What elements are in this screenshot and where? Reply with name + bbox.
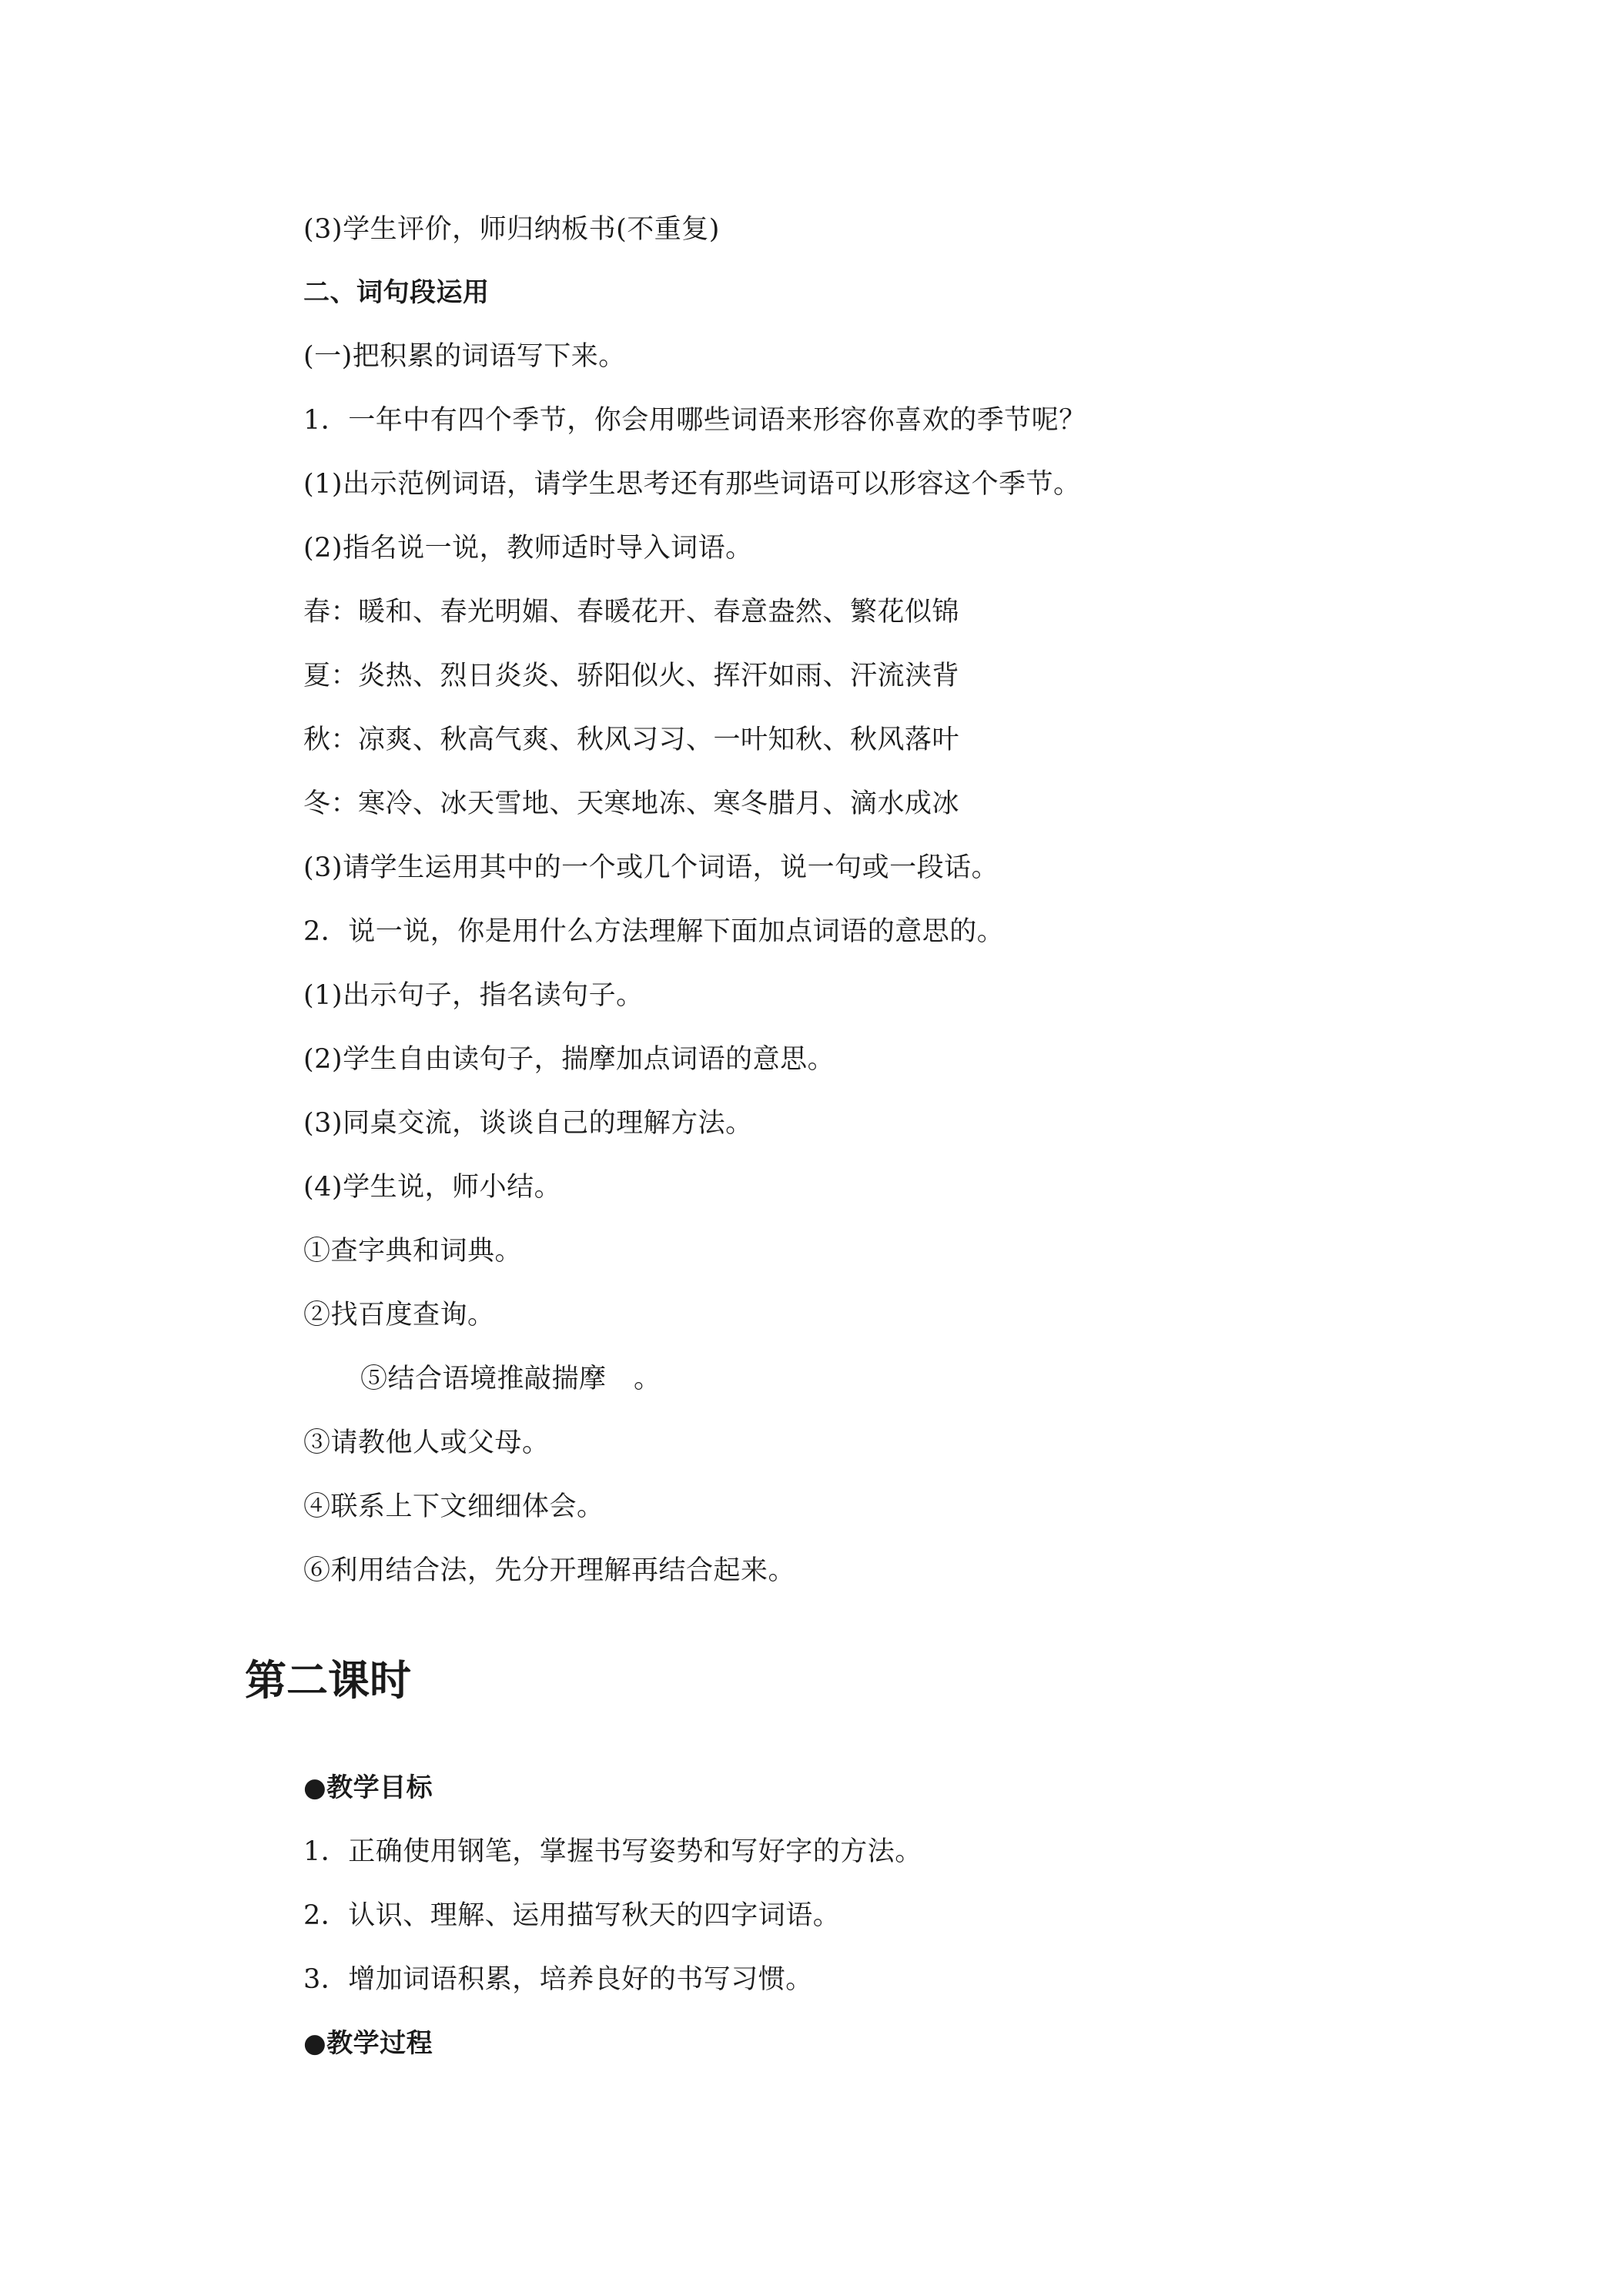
paragraph: ⑤结合语境推敲揣摩 。 (360, 1364, 661, 1394)
paragraph: ④联系上下文细细体会。 (303, 1491, 604, 1522)
section-heading: ●教学过程 (303, 2028, 433, 2059)
paragraph: 春：暖和、春光明媚、春暖花开、春意盎然、繁花似锦 (303, 597, 960, 628)
paragraph: 1．正确使用钢笔，掌握书写姿势和写好字的方法。 (303, 1836, 922, 1867)
paragraph: 2．认识、理解、运用描写秋天的四字词语。 (303, 1900, 841, 1931)
paragraph: (1)出示句子，指名读句子。 (303, 980, 644, 1011)
section-heading: 二、词句段运用 (303, 277, 490, 308)
paragraph: (2)指名说一说，教师适时导入词语。 (303, 533, 753, 564)
paragraph: (3)同桌交流，谈谈自己的理解方法。 (303, 1108, 753, 1139)
paragraph: ①查字典和词典。 (303, 1236, 523, 1267)
paragraph: (3)请学生运用其中的一个或几个词语，说一句或一段话。 (303, 852, 999, 883)
paragraph: 3．增加词语积累，培养良好的书写习惯。 (303, 1964, 813, 1995)
paragraph: 冬：寒冷、冰天雪地、天寒地冻、寒冬腊月、滴水成冰 (303, 788, 960, 819)
paragraph: 1．一年中有四个季节，你会用哪些词语来形容你喜欢的季节呢？ (303, 405, 1086, 436)
paragraph: (4)学生说，师小结。 (303, 1172, 562, 1203)
paragraph: 夏：炎热、烈日炎炎、骄阳似火、挥汗如雨、汗流浃背 (303, 661, 960, 691)
paragraph: (1)出示范例词语，请学生思考还有那些词语可以形容这个季节。 (303, 469, 1081, 500)
paragraph: ②找百度查询。 (303, 1300, 495, 1330)
paragraph: 秋：凉爽、秋高气爽、秋风习习、一叶知秋、秋风落叶 (303, 725, 960, 755)
lesson-heading: 第二课时 (245, 1656, 411, 1705)
paragraph: (一)把积累的词语写下来。 (303, 341, 626, 372)
paragraph: ⑥利用结合法，先分开理解再结合起来。 (303, 1555, 796, 1586)
section-heading: ●教学目标 (303, 1772, 433, 1803)
paragraph: 2．说一说，你是用什么方法理解下面加点词语的意思的。 (303, 916, 1005, 947)
paragraph: (3)学生评价，师归纳板书(不重复) (303, 214, 720, 245)
paragraph: (2)学生自由读句子，揣摩加点词语的意思。 (303, 1044, 835, 1075)
paragraph: ③请教他人或父母。 (303, 1427, 550, 1458)
